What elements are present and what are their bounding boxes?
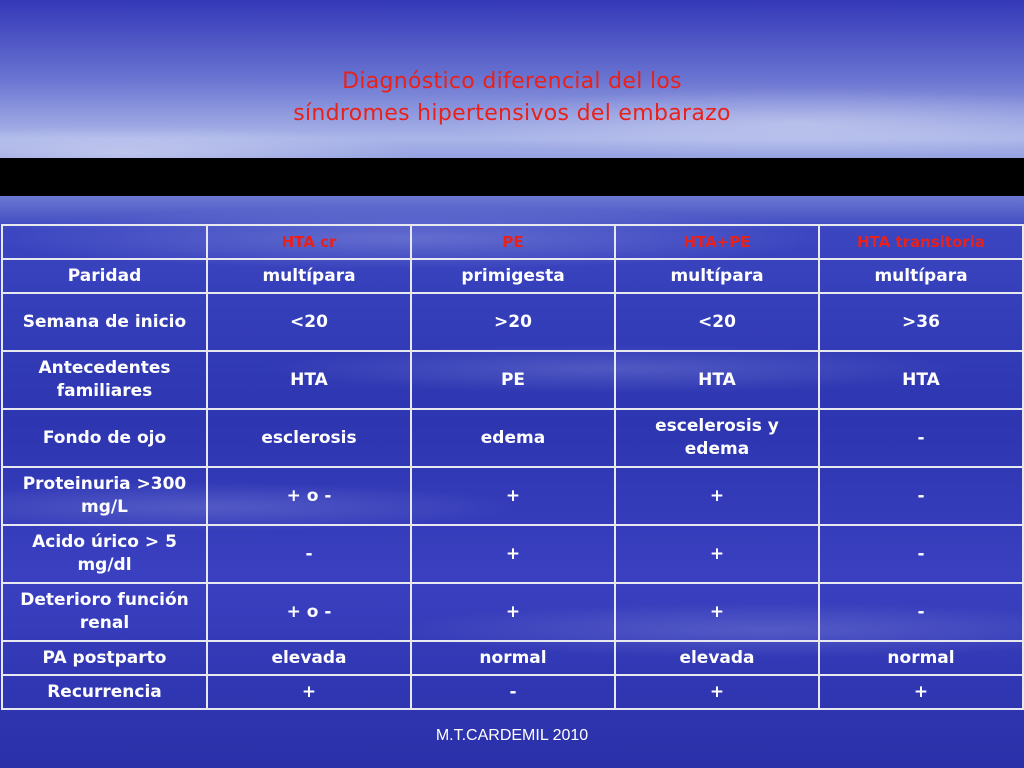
- table-cell: +: [411, 525, 615, 583]
- table-cell: HTA: [615, 351, 819, 409]
- footer-credit: M.T.CARDEMIL 2010: [435, 727, 589, 744]
- row-label: Fondo de ojo: [2, 409, 207, 467]
- table-cell: -: [819, 409, 1023, 467]
- table-cell: +: [615, 525, 819, 583]
- table-row: [2, 351, 1023, 409]
- table-cell: <20: [207, 293, 411, 351]
- table-cell: >36: [819, 293, 1023, 351]
- table-cell: +: [411, 583, 615, 641]
- table-cell: elevada: [615, 641, 819, 675]
- table-cell: multípara: [615, 259, 819, 293]
- title-line-1: Diagnóstico diferencial del los: [342, 69, 682, 94]
- table-row: [2, 409, 1023, 467]
- table-cell: -: [411, 675, 615, 709]
- header-cell-hta-cr: HTA cr: [207, 225, 411, 259]
- header-cell-empty: [2, 225, 207, 259]
- row-label: PA postparto: [2, 641, 207, 675]
- table-header-row: [2, 225, 1023, 259]
- row-label: Recurrencia: [2, 675, 207, 709]
- table-cell: -: [819, 525, 1023, 583]
- table-cell: -: [819, 583, 1023, 641]
- row-label: Deterioro función renal: [2, 583, 207, 641]
- table-cell: HTA: [819, 351, 1023, 409]
- table-row: [2, 525, 1023, 583]
- table-cell: -: [207, 525, 411, 583]
- table-row: [2, 675, 1023, 709]
- row-label: Semana de inicio: [2, 293, 207, 351]
- table-cell: primigesta: [411, 259, 615, 293]
- table-cell: +: [207, 675, 411, 709]
- table-cell: +: [615, 675, 819, 709]
- table-row: [2, 293, 1023, 351]
- table-cell: PE: [411, 351, 615, 409]
- table-cell: + o -: [207, 583, 411, 641]
- table-cell: <20: [615, 293, 819, 351]
- table-row: [2, 259, 1023, 293]
- table-cell: +: [615, 583, 819, 641]
- slide-title: [0, 66, 1024, 130]
- table-row: [2, 641, 1023, 675]
- row-label: Acido úrico > 5 mg/dl: [2, 525, 207, 583]
- table-cell: multípara: [819, 259, 1023, 293]
- table-cell: normal: [411, 641, 615, 675]
- table-cell: escelerosis y edema: [615, 409, 819, 467]
- table-cell: + o -: [207, 467, 411, 525]
- table-row: [2, 583, 1023, 641]
- table-cell: -: [819, 467, 1023, 525]
- table-cell: HTA: [207, 351, 411, 409]
- differential-diagnosis-table: [1, 224, 1024, 710]
- table-cell: >20: [411, 293, 615, 351]
- row-label: Antecedentes familiares: [2, 351, 207, 409]
- table-cell: edema: [411, 409, 615, 467]
- header-cell-pe: PE: [411, 225, 615, 259]
- table-row: [2, 467, 1023, 525]
- header-cell-hta-pe: HTA+PE: [615, 225, 819, 259]
- title-line-2: síndromes hipertensivos del embarazo: [293, 101, 731, 126]
- table-cell: +: [819, 675, 1023, 709]
- table-cell: +: [411, 467, 615, 525]
- table-cell: normal: [819, 641, 1023, 675]
- header-cell-hta-transitoria: HTA transitoria: [819, 225, 1023, 259]
- table-cell: esclerosis: [207, 409, 411, 467]
- row-label: Paridad: [2, 259, 207, 293]
- row-label: Proteinuria >300 mg/L: [2, 467, 207, 525]
- table-cell: elevada: [207, 641, 411, 675]
- table-cell: +: [615, 467, 819, 525]
- table-cell: multípara: [207, 259, 411, 293]
- black-band: [0, 158, 1024, 196]
